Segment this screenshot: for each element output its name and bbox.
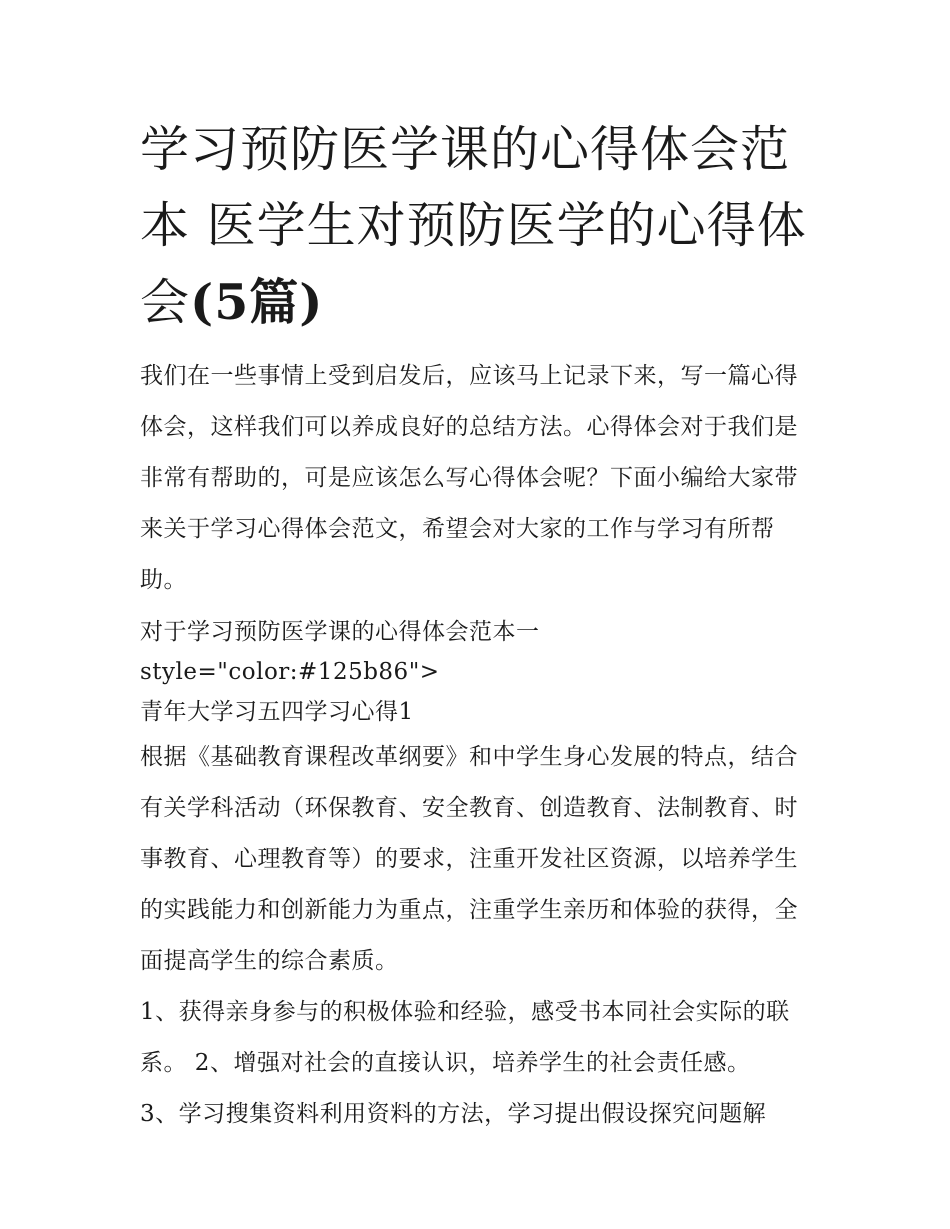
title-suffix: (5篇) bbox=[190, 273, 324, 331]
document-title bbox=[140, 112, 820, 341]
body-paragraph-3: 3、学习搜集资料利用资料的方法，学习提出假设探究问题解 bbox=[140, 1101, 767, 1127]
title-main: 学习预防医学课的心得体会范本 医学生对预防医学的心得体会 bbox=[140, 121, 807, 331]
intro-paragraph: 我们在一些事情上受到启发后，应该马上记录下来，写一篇心得体会，这样我们可以养成良好的总结方法。心得体会对于我们是非常有帮助的，可是应该怎么写心得体会呢？下面小编给大家带来关于学习心得体会范文，希望会对大家的工作与学习有所帮助。 bbox=[140, 363, 798, 593]
body-paragraph-2: 1、获得亲身参与的积极体验和经验，感受书本同社会实际的联系。 2、增强对社会的直接认识，培养学生的社会责任感。 bbox=[140, 999, 790, 1076]
subheading: 青年大学习五四学习心得1 bbox=[140, 699, 414, 725]
body-paragraph-1: 根据《基础教育课程改革纲要》和中学生身心发展的特点，结合有关学科活动（环保教育、安全教育、创造教育、法制教育、时事教育、心理教育等）的要求，注重开发社区资源，以培养学生的实践能力和创新能力为重点，注重学生亲历和体验的获得，全面提高学生的综合素质。 bbox=[140, 744, 798, 974]
document-page bbox=[140, 112, 820, 1140]
section-heading: 对于学习预防医学课的心得体会范本一 style="color:#125b86"> bbox=[140, 619, 540, 685]
